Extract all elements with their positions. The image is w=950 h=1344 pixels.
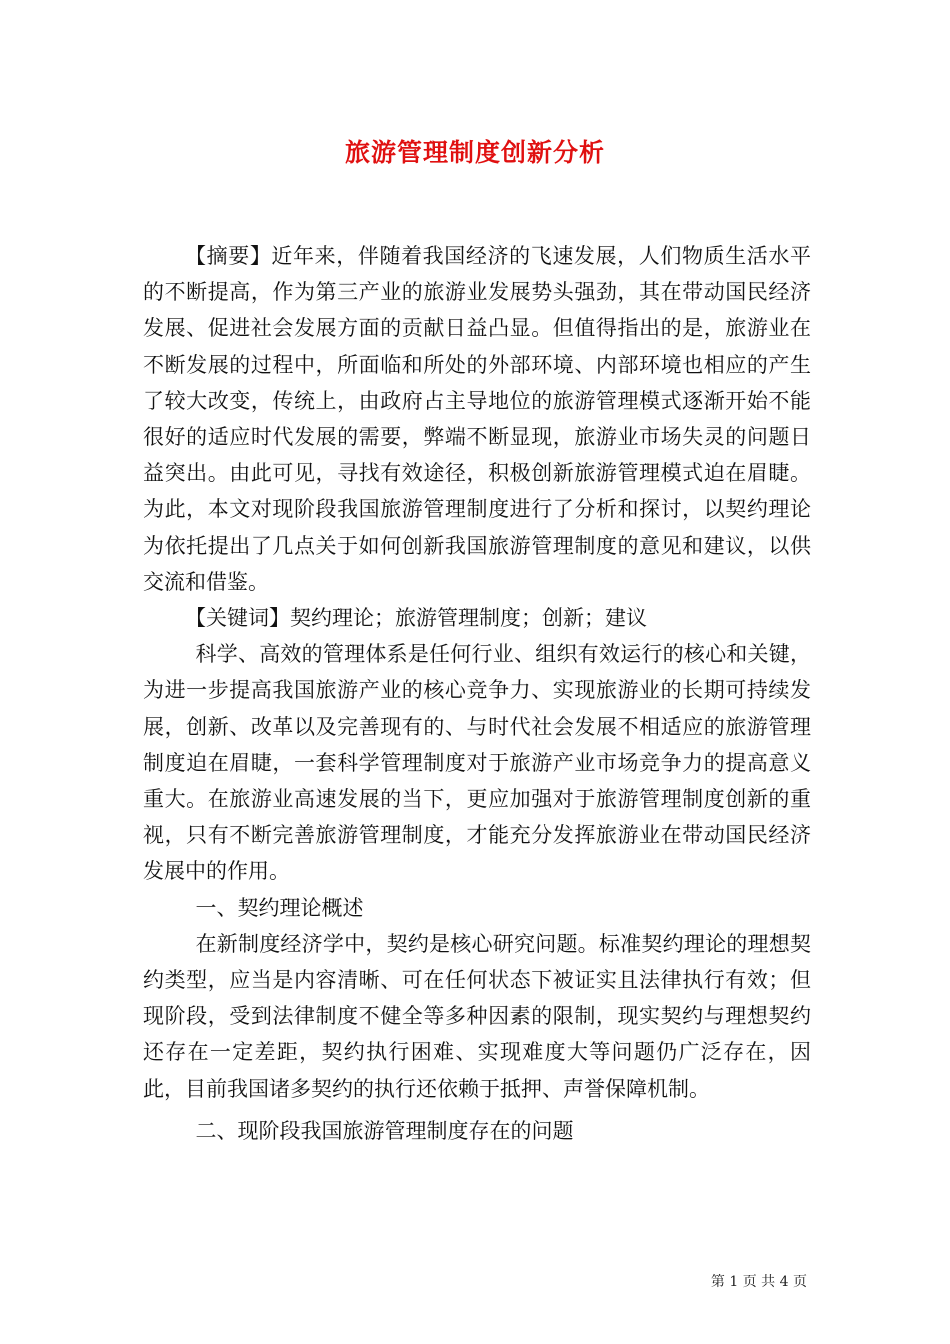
section-heading-2: 二、现阶段我国旅游管理制度存在的问题 xyxy=(195,1118,574,1143)
section-heading-1: 一、契约理论概述 xyxy=(195,895,364,920)
keywords-paragraph: 【关键词】契约理论；旅游管理制度；创新；建议 xyxy=(185,606,647,631)
intro-paragraph: 科学、高效的管理体系是任何行业、组织有效运行的核心和关键，为进一步提高我国旅游产业的核心竞争力、实现旅游业的长期可持续发展，创新、改革以及完善现有的、与时代社会发展不相适应的旅游管理制度迫在眉睫，一套科学管理制度对于旅游产业市场竞争力的提高意义重大。在旅游业高速发展的当下，更应加强对于旅游管理制度创新的重视，只有不断完善旅游管理制度，才能充分发挥旅游业在带动国民经济发展中的作用。 xyxy=(143,642,811,884)
abstract-paragraph: 【摘要】近年来，伴随着我国经济的飞速发展，人们物质生活水平的不断提高，作为第三产业的旅游业发展势头强劲，其在带动国民经济发展、促进社会发展方面的贡献日益凸显。但值得指出的是，旅游业在不断发展的过程中，所面临和所处的外部环境、内部环境也相应的产生了较大改变，传统上，由政府占主导地位的旅游管理模式逐渐开始不能很好的适应时代发展的需要，弊端不断显现，旅游业市场失灵的问题日益突出。由此可见，寻找有效途径，积极创新旅游管理模式迫在眉睫。为此，本文对现阶段我国旅游管理制度进行了分析和探讨，以契约理论为依托提出了几点关于如何创新我国旅游管理制度的意见和建议，以供交流和借鉴。 xyxy=(143,244,811,594)
document-body xyxy=(143,238,811,1149)
section-1-paragraph: 在新制度经济学中，契约是核心研究问题。标准契约理论的理想契约类型，应当是内容清晰、可在任何状态下被证实且法律执行有效；但现阶段，受到法律制度不健全等多种因素的限制，现实契约与理想契约还存在一定差距，契约执行困难、实现难度大等问题仍广泛存在，因此，目前我国诸多契约的执行还依赖于抵押、声誉保障机制。 xyxy=(143,931,811,1101)
document-title: 旅游管理制度创新分析 xyxy=(344,138,605,167)
page-number: 第 1 页 共 4 页 xyxy=(710,1274,807,1290)
